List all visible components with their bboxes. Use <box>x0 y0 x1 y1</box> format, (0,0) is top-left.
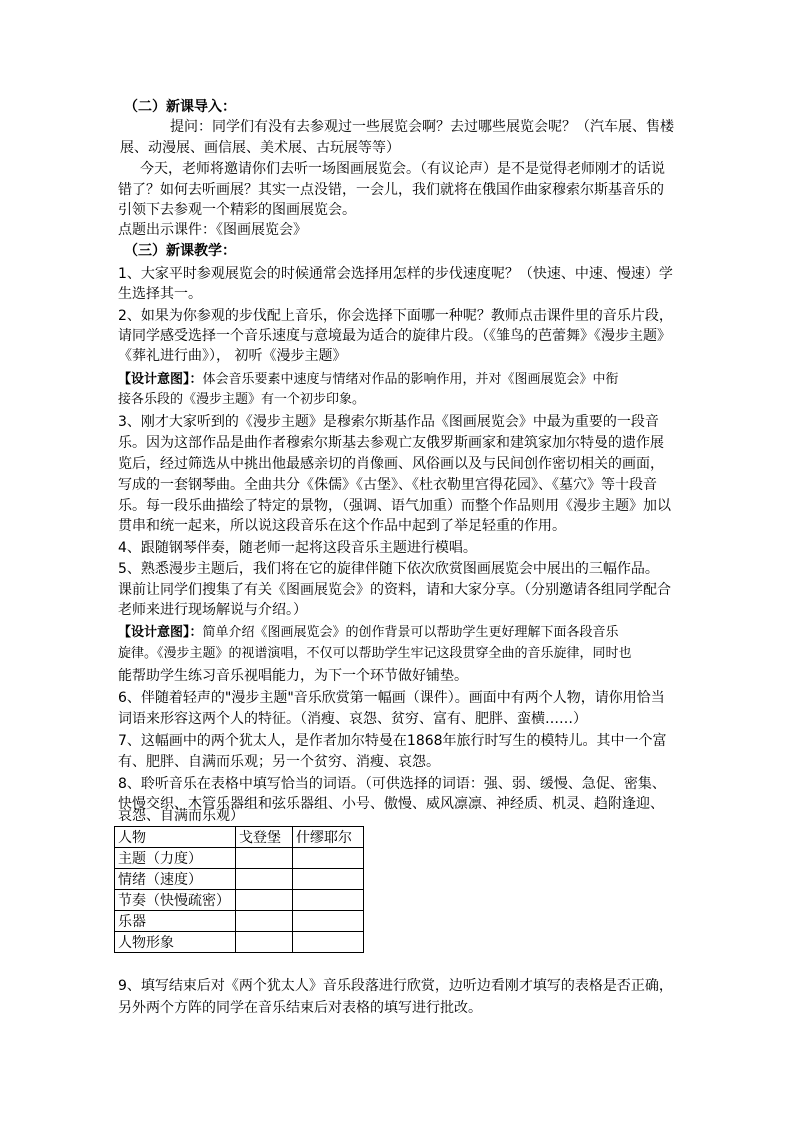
table-row-label: 节奏（快慢疏密） <box>115 890 236 911</box>
paragraph-line: 7、这幅画中的两个犹太人，是作者加尔特曼在1868年旅行时写生的模特儿。其中一个富 <box>118 733 667 749</box>
table-row-label: 乐器 <box>115 911 236 932</box>
paragraph-line: 览后，经过筛选从中挑出他最感亲切的肖像画、风俗画以及与民间创作密切相关的画面， <box>118 456 664 472</box>
design-intent-note: 【设计意图】：体会音乐要素中速度与情绪对作品的影响作用，并对《图画展览会》中衔 <box>118 372 619 387</box>
paragraph-line: 《葬礼进行曲》）， 初听《漫步主题》 <box>118 348 347 364</box>
table-header-cell: 人物 <box>115 827 236 848</box>
table-cell-empty <box>236 869 293 890</box>
table-row <box>115 848 364 869</box>
table-row <box>115 932 364 953</box>
paragraph-line: 5、熟悉漫步主题后，我们将在它的旋律伴随下依次欣赏图画展览会中展出的三幅作品。 <box>118 561 659 577</box>
table-row <box>115 890 364 911</box>
paragraph-line: 贯串和统一起来，所以说这段音乐在这个作品中起到了举足轻重的作用。 <box>118 518 566 534</box>
paragraph-line: 有、肥胖、自满而乐观；另一个贫穷、消瘦、哀怨。 <box>118 754 440 770</box>
table-header-row <box>115 827 364 848</box>
paragraph-line: 提问：同学们有没有去参观过一些展览会啊？去过哪些展览会呢？（汽车展、售楼 <box>170 119 674 135</box>
table-cell-empty <box>293 890 364 911</box>
table-cell-empty <box>293 848 364 869</box>
table-header-cell: 什缪耶尔 <box>293 827 364 848</box>
paragraph-line: 哀怨、自满而乐观） <box>118 808 244 824</box>
paragraph-line: 能帮助学生练习音乐视唱能力，为下一个环节做好铺垫。 <box>118 668 468 684</box>
paragraph-line: 课前让同学们搜集了有关《图画展览会》的资料，请和大家分享。（分别邀请各组同学配合 <box>118 582 671 598</box>
table-cell-empty <box>293 869 364 890</box>
table-row-label: 情绪（速度） <box>115 869 236 890</box>
table-cell-empty <box>236 911 293 932</box>
design-intent-note: 【设计意图】：简单介绍《图画展览会》的创作背景可以帮助学生更好理解下面各段音乐 <box>118 625 619 640</box>
paragraph-line: 错了？如何去听画展？其实一点没错，一会儿，我们就将在俄国作曲家穆索尔斯基音乐的 <box>118 182 664 198</box>
paragraph-line: 8、聆听音乐在表格中填写恰当的词语。（可供选择的词语：强、弱、缓慢、急促、密集、 <box>118 776 666 792</box>
paragraph-line: 乐。因为这部作品是曲作者穆索尔斯基去参观亡友俄罗斯画家和建筑家加尔特曼的遗作展 <box>118 435 664 451</box>
paragraph-line: 2、如果为你参观的步伐配上音乐，你会选择下面哪一种呢？教师点击课件里的音乐片段， <box>118 308 673 324</box>
paragraph-line: 6、伴随着轻声的"漫步主题"音乐欣赏第一幅画（课件）。画面中有两个人物，请你用恰当 <box>118 690 665 706</box>
design-intent-line: 旋律。《漫步主题》的视谱演唱，不仅可以帮助学生牢记这段贯穿全曲的音乐旋律，同时也 <box>118 646 632 661</box>
paragraph-line: 另外两个方阵的同学在音乐结束后对表格的填写进行批改。 <box>118 1000 482 1016</box>
design-intent-label: 【设计意图】： <box>118 372 203 387</box>
table-cell-empty <box>236 890 293 911</box>
paragraph-line: 展、动漫展、画信展、美术展、古玩展等等） <box>120 140 400 156</box>
paragraph-line: 1、大家平时参观展览会的时候通常会选择用怎样的步伐速度呢？（快速、中速、慢速）学 <box>118 266 673 282</box>
paragraph-line: 快慢交织、木管乐器组和弦乐器组、小号、傲慢、威风凛凛、神经质、机灵、趋附逢迎、 <box>118 796 664 812</box>
table-cell-empty <box>293 932 364 953</box>
paragraph-line: 生选择其一。 <box>118 286 202 302</box>
paragraph-line: 4、跟随钢琴伴奏，随老师一起将这段音乐主题进行模唱。 <box>118 540 477 556</box>
table-row-label: 人物形象 <box>115 932 236 953</box>
paragraph-line: 乐。每一段乐曲描绘了特定的景物，（强调、语气加重）而整个作品则用《漫步主题》加以 <box>118 498 671 514</box>
paragraph-line: 词语来形容这两个人的特征。（消瘦、哀怨、贫穷、富有、肥胖、蛮横……） <box>118 711 587 727</box>
paragraph-line: 写成的一套钢琴曲。全曲共分《侏儒》《古堡》、《杜衣勒里宫得花园》、《墓穴》等十段音 <box>118 477 657 493</box>
design-intent-line: 接各乐段的《漫步主题》有一个初步印象。 <box>118 392 366 407</box>
paragraph-line: 3、刚才大家听到的《漫步主题》是穆索尔斯基作品《图画展览会》中最为重要的一段音 <box>118 414 659 430</box>
table-cell-empty <box>236 932 293 953</box>
section-heading-intro: （二）新课导入： <box>124 99 236 115</box>
paragraph-line: 今天，老师将邀请你们去听一场图画展览会。（有议论声）是不是觉得老师刚才的话说 <box>140 161 665 177</box>
table-row-label: 主题（力度） <box>115 848 236 869</box>
table-header-cell: 戈登堡 <box>236 827 293 848</box>
table-cell-empty <box>236 848 293 869</box>
table-cell-empty <box>293 911 364 932</box>
table-row <box>115 911 364 932</box>
paragraph-line: 引领下去参观一个精彩的图画展览会。 <box>118 202 356 218</box>
paragraph-line: 9、填写结束后对《两个犹太人》音乐段落进行欣赏，边听边看刚才填写的表格是否正确， <box>118 978 673 994</box>
paragraph-line: 请同学感受选择一个音乐速度与意境最为适合的旋律片段。（《雏鸟的芭蕾舞》《漫步主题》 <box>118 328 671 344</box>
design-intent-label: 【设计意图】： <box>118 625 203 640</box>
table-row <box>115 869 364 890</box>
paragraph-line: 点题出示课件：《图画展览会》 <box>118 222 307 238</box>
paragraph-line: 老师来进行现场解说与介绍。） <box>118 602 307 618</box>
character-table <box>114 826 364 953</box>
section-heading-teach: （三）新课教学： <box>124 243 236 259</box>
